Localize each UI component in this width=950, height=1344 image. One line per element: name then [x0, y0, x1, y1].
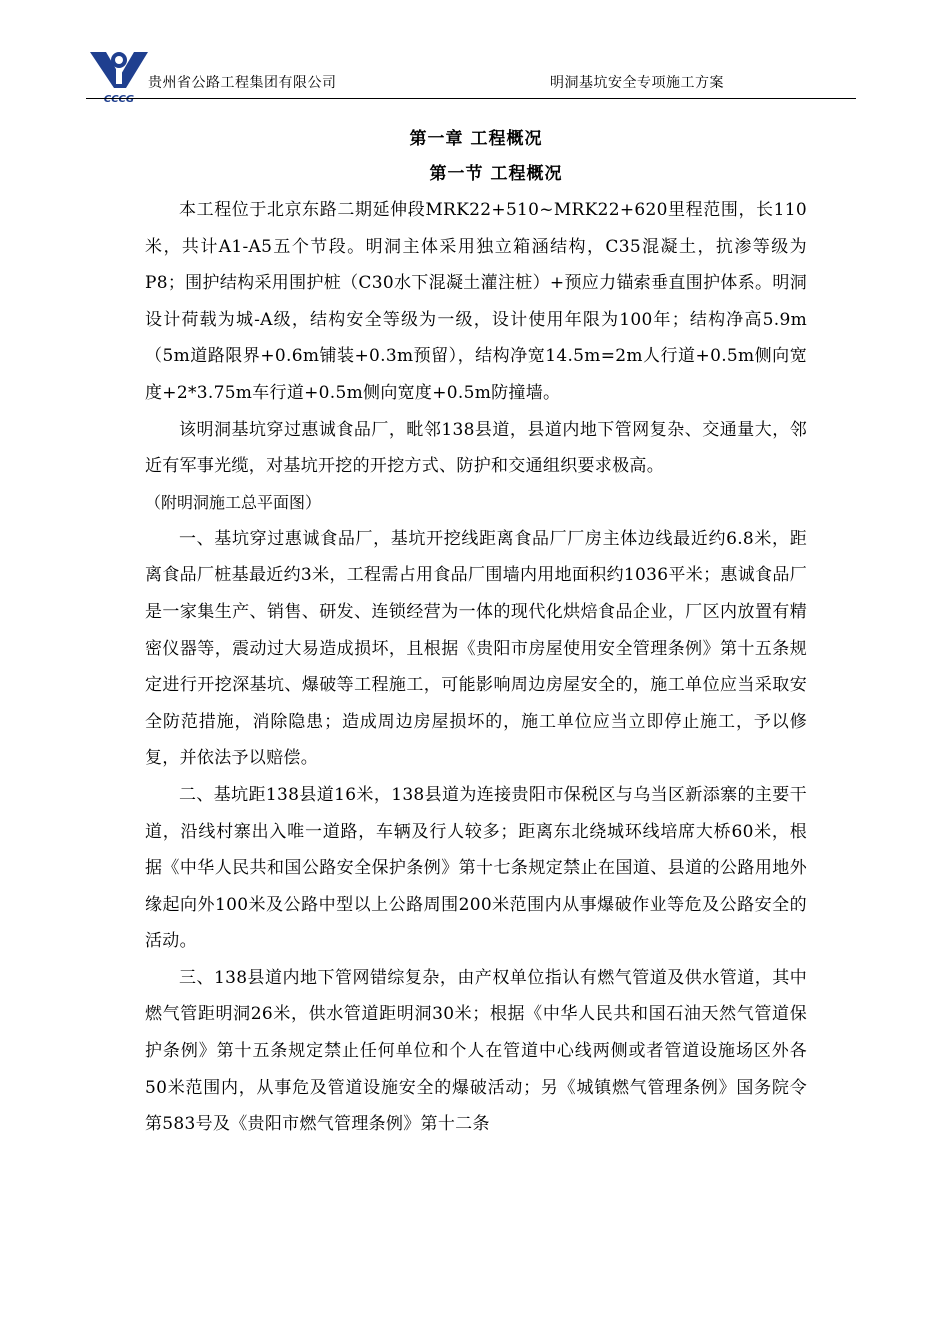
paragraph-site-context: 该明洞基坑穿过惠诚食品厂，毗邻138县道，县道内地下管网复杂、交通量大，邻近有军事光缆，对基坑开挖的开挖方式、防护和交通组织要求极高。 — [145, 419, 807, 477]
page-header — [86, 46, 856, 104]
company-logo — [86, 46, 152, 104]
header-divider — [86, 98, 856, 99]
section-title: 第一节 工程概况 — [429, 164, 563, 184]
paragraph-item-3: 三、138县道内地下管网错综复杂，由产权单位指认有燃气管道及供水管道，其中燃气管距明洞26米，供水管道距明洞30米；根据《中华人民共和国石油天然气管道保护条例》第十五条规定禁止任何单位和个人在管道中心线两侧或者管道设施场区外各50米范围内，从事危及管道设施安全的爆破活动；另《城镇燃气管理条例》国务院令第583号及《贵阳市燃气管理条例》第十二条 — [145, 967, 807, 1135]
paragraph-overview: 本工程位于北京东路二期延伸段MRK22+510~MRK22+620里程范围，长110米，共计A1-A5五个节段。明洞主体采用独立箱涵结构，C35混凝土，抗渗等级为P8；围护结构采用围护桩（C30水下混凝土灌注桩）+预应力锚索垂直围护体系。明洞设计荷载为城-A级，结构安全等级为一级，设计使用年限为100年；结构净高5.9m（5m道路限界+0.6m铺装+0.3m预留），结构净宽14.5m=2m人行道+0.5m侧向宽度+2*3.75m车行道+0.5m侧向宽度+0.5m防撞墙。 — [145, 200, 807, 403]
paragraph-item-2: 二、基坑距138县道16米，138县道为连接贵阳市保税区与乌当区新添寨的主要干道，沿线村寨出入唯一道路，车辆及行人较多；距离东北绕城环线培席大桥60米，根据《中华人民共和国公路安全保护条例》第十七条规定禁止在国道、县道的公路用地外缘起向外100米及公路中型以上公路周围200米范围内从事爆破作业等危及公路安全的活动。 — [145, 784, 807, 952]
document-title: 明洞基坑安全专项施工方案 — [550, 75, 724, 91]
paragraph-attachment-note: （附明洞施工总平面图） — [145, 492, 322, 512]
page-body — [145, 122, 807, 1143]
company-name: 贵州省公路工程集团有限公司 — [148, 75, 337, 91]
chapter-title: 第一章 工程概况 — [409, 129, 543, 149]
paragraph-item-1: 一、基坑穿过惠诚食品厂，基坑开挖线距离食品厂厂房主体边线最近约6.8米，距离食品厂桩基最近约3米，工程需占用食品厂围墙内用地面积约1036平米；惠诚食品厂是一家集生产、销售、研发、连锁经营为一体的现代化烘焙食品企业，厂区内放置有精密仪器等，震动过大易造成损坏，且根据《贵阳市房屋使用安全管理条例》第十五条规定进行开挖深基坑、爆破等工程施工，可能影响周边房屋安全的，施工单位应当采取安全防范措施，消除隐患；造成周边房屋损坏的，施工单位应当立即停止施工，予以修复，并依法予以赔偿。 — [145, 528, 807, 769]
logo-caption: CCCG — [103, 94, 135, 104]
